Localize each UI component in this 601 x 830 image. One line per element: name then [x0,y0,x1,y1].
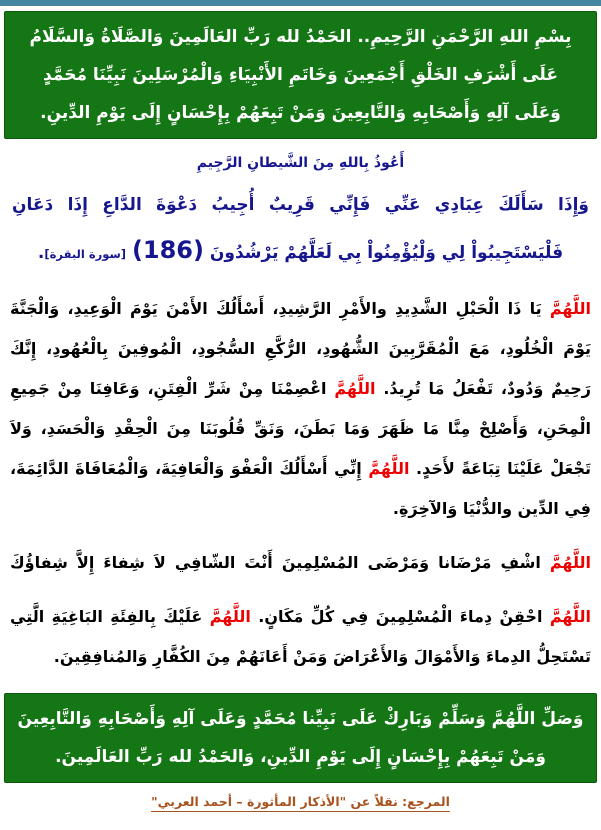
reference-citation: المرجع: نقلاً عن "الأذكار المأثورة – أحمد العربي" [151,794,450,809]
salawat-footer-box [4,693,597,783]
dua-text-run: إِنِّي أَسْأَلُكَ الْعَفْوَ وَالْعَافِيَةَ، وَالْمُعَافَاةَ الدَّائِمَةَ، فِي الدِّين والدُّنْيَا وَالآخِرَةِ. [10,459,591,518]
salawat-text: وَصَلِّ اللَّهُمَّ وَسَلِّمْ وَبَارِكْ عَلَى نَبِيِّنا مُحَمَّدٍ وَعَلَى آلِهِ وَأَصْحَابِهِ وَالتَّابِعِينَ وَمَنْ تَبِعَهُمْ بِإِحْسَانٍ إِلَى يَوْمِ الدِّينِ، وَالحَمْدُ لله رَبِّ العَالَمِينَ. [17,709,584,767]
dua-text-run: عَلَيْكَ بِالفِئَةِ البَاغِيَةِ الَّتِي تَسْتَحِلُّ الدِماءَ وَالأَمْوَالَ وَالأَعْرَاضَ وَمَنْ أَعَانَهُمْ مِنَ الكُفَّارِ وَالمُنافِقِينَ. [10,607,591,666]
surah-reference: [سورة البقرة] [44,247,127,261]
allahumma-highlight: اللَّهُمَّ [549,553,591,572]
dua-text-run: يَا ذَا الْحَبْلِ الشَّدِيدِ والأَمْرِ الرَّشِيدِ، أَسْأَلُكَ الأَمْنَ يَوْمَ الْوَعِيدِ، وَالْجَنَّةَ يَوْمَ الْخُلُودِ، مَعَ الْمُقَرَّبِينَ الشُّهُودِ، الرُّكَّعِ السُّجُودِ، الْمُوفِينَ بِالْعُهُودِ، إِنَّكَ رَحِيمٌ وَدُودٌ، تَفْعَلُ مَا تُرِيدُ. [10,299,591,398]
basmala-header-box [4,11,597,139]
verse-period: . [37,243,45,263]
quran-verse-paragraph [12,183,589,277]
allahumma-highlight: اللَّهُمَّ [368,459,410,478]
dua-text-run: احْقِنْ دِماءَ الْمُسْلِمِينَ فِي كُلِّ مَكَانٍ. [250,607,550,626]
allahumma-highlight: اللَّهُمَّ [549,607,591,626]
basmala-text: بِسْمِ اللهِ الرَّحْمَنِ الرَّحِيمِ.. الحَمْدُ لله رَبِّ العَالَمِينَ وَالصَّلَاةُ وَالسَّلَامُ عَلَى أَشْرَفِ الخَلْقِ أَجْمَعِينَ وَخَاتَمِ الأَنْبِيَاءِ وَالْمُرْسَلِينَ نَبِيِّنَا مُحَمَّدٍ وَعَلَى آلِهِ وَأَصْحَابِهِ وَالتَّابِعِينَ وَمَنْ تَبِعَهُمْ بِإِحْسَانٍ إِلَى يَوْمِ الدِّينِ. [29,27,572,123]
verse-text: وَإِذَا سَأَلَكَ عِبَادِي عَنِّي فَإِنِّي قَرِيبٌ أُجِيبُ دَعْوَةَ الدَّاعِ إِذَا دَعَانِ فَلْيَسْتَجِيبُواْ لِي وَلْيُؤْمِنُواْ بِي لَعَلَّهُمْ يَرْشُدُونَ [12,195,589,263]
dua-text-run: اعْصِمْنَا مِنْ شَرِّ الْفِتَنِ، وَعَافِنَا مِنْ جَمِيعِ الْمِحَنِ، وَأَصْلِحْ مِنَّا مَا ظَهَرَ وَمَا بَطَنَ، وَنَقِّ قُلُوبَنَا مِنَ الْحِقْدِ وَالْحَسَدِ، وَلاَ تَجْعَلْ عَلَيْنَا تِبَاعَةً لأَحَدٍ. [10,379,592,478]
ayah-number: (186) [131,236,204,264]
allahumma-highlight: اللَّهُمَّ [549,299,591,318]
dua-text-run: اشْفِ مَرْضَانا وَمَرْضَى المُسْلِمِينَ أَنْتَ الشّافِي لاَ شِفاءَ إِلاَّ شِفاؤُكَ [10,553,550,572]
istiadha-line: أَعُوذُ بِاللهِ مِنَ الشَّيطانِ الرَّجِيمِ [196,155,405,171]
allahumma-highlight: اللَّهُمَّ [209,607,251,626]
dua-paragraph-2 [10,543,591,583]
dua-paragraph-1 [10,289,591,529]
allahumma-highlight: اللَّهُمَّ [334,379,376,398]
top-divider-bar [0,0,601,6]
dua-paragraph-3 [10,597,591,677]
